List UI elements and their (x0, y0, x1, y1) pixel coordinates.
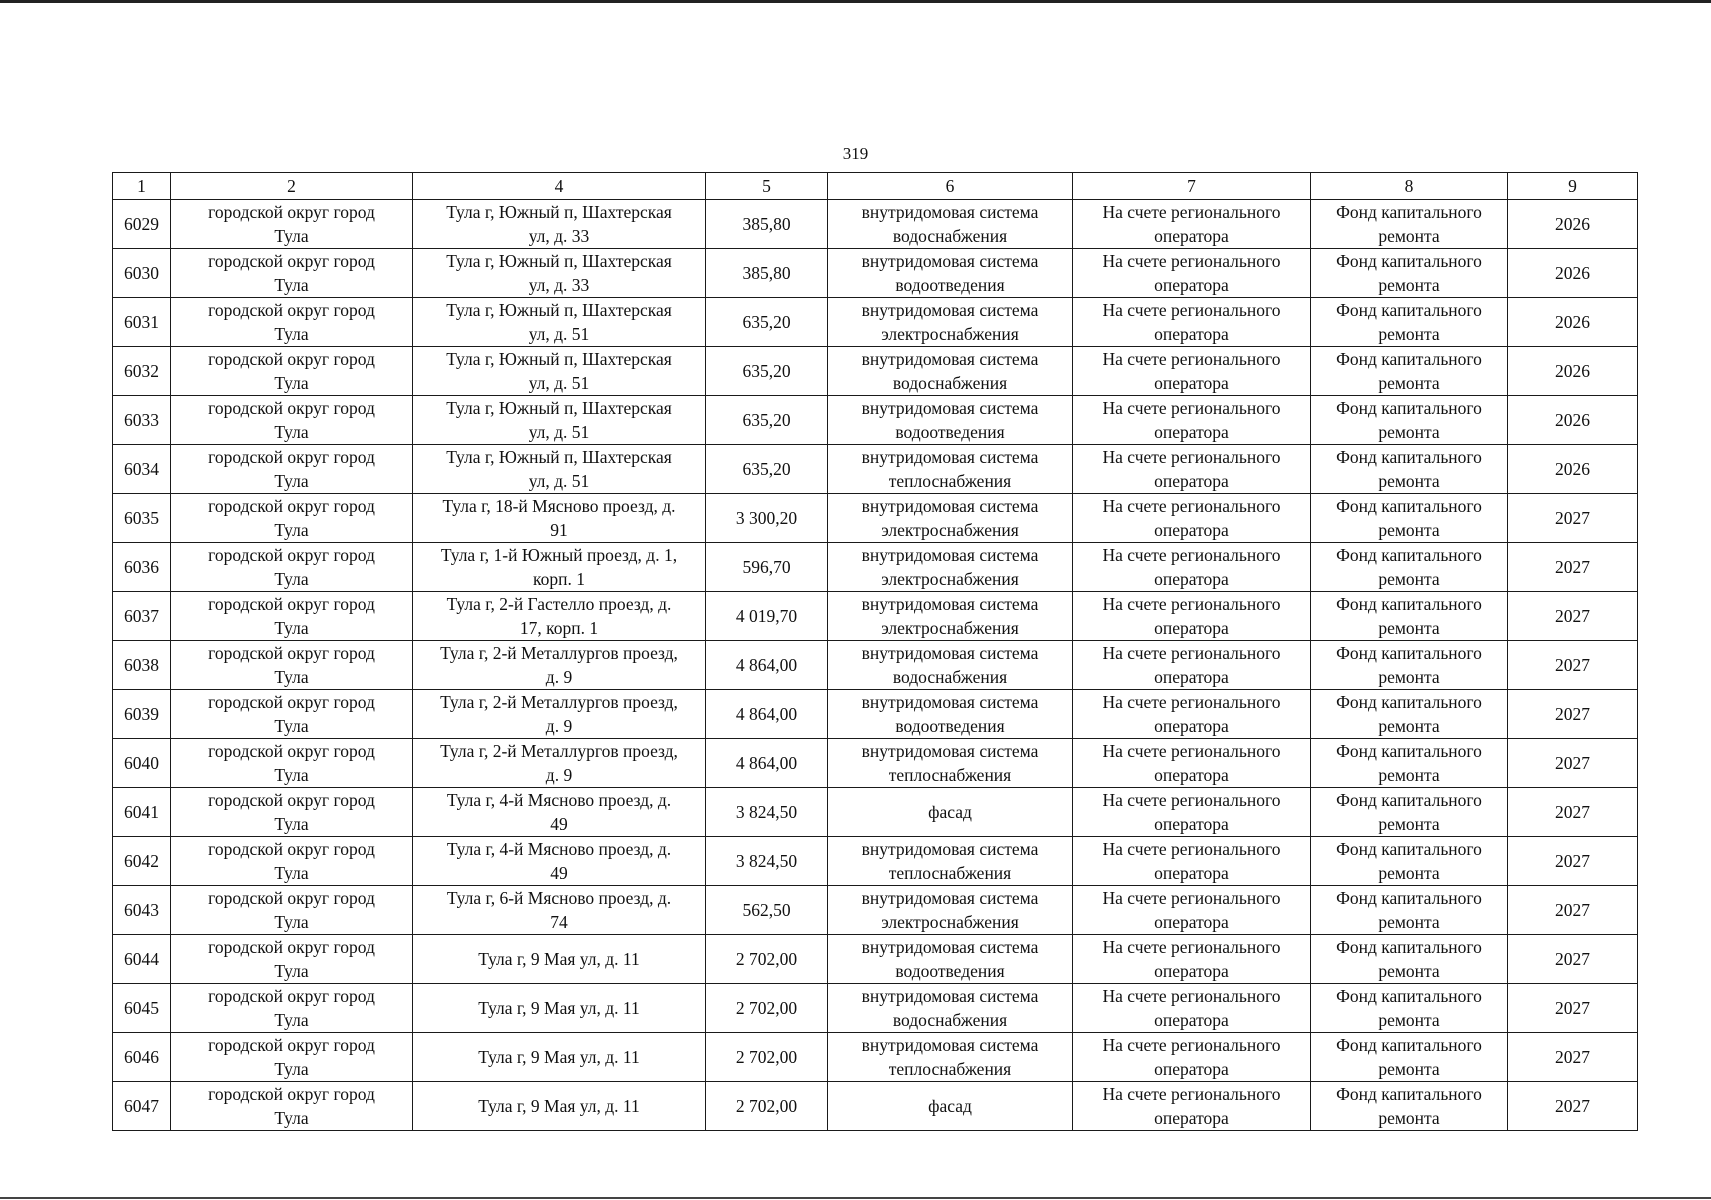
area-cell: 4 864,00 (706, 641, 828, 690)
funding-source-cell: Фонд капитального ремонта (1311, 984, 1508, 1033)
area-cell: 635,20 (706, 445, 828, 494)
table-row (113, 396, 1638, 445)
area-cell: 4 864,00 (706, 739, 828, 788)
address-cell: Тула г, 2-й Гастелло проезд, д. 17, корп. 1 (413, 592, 706, 641)
area-cell: 562,50 (706, 886, 828, 935)
year-cell: 2027 (1508, 592, 1638, 641)
work-type-cell: фасад (828, 788, 1073, 837)
account-cell: На счете регионального оператора (1073, 396, 1311, 445)
row-number-cell: 6046 (113, 1033, 171, 1082)
funding-source-cell: Фонд капитального ремонта (1311, 200, 1508, 249)
address-cell: Тула г, 9 Мая ул, д. 11 (413, 1082, 706, 1131)
work-type-cell: внутридомовая система водоснабжения (828, 984, 1073, 1033)
row-number-cell: 6035 (113, 494, 171, 543)
table-row (113, 1033, 1638, 1082)
municipality-cell: городской округ город Тула (171, 641, 413, 690)
account-cell: На счете регионального оператора (1073, 494, 1311, 543)
table-row (113, 984, 1638, 1033)
table-row (113, 298, 1638, 347)
area-cell: 385,80 (706, 200, 828, 249)
account-cell: На счете регионального оператора (1073, 445, 1311, 494)
work-type-cell: фасад (828, 1082, 1073, 1131)
year-cell: 2026 (1508, 396, 1638, 445)
table-row (113, 249, 1638, 298)
table-row (113, 494, 1638, 543)
column-number: 9 (1508, 173, 1638, 200)
area-cell: 2 702,00 (706, 984, 828, 1033)
municipality-cell: городской округ город Тула (171, 543, 413, 592)
account-cell: На счете регионального оператора (1073, 592, 1311, 641)
scan-edge-bottom (0, 1197, 1711, 1199)
year-cell: 2027 (1508, 494, 1638, 543)
area-cell: 4 864,00 (706, 690, 828, 739)
municipality-cell: городской округ город Тула (171, 494, 413, 543)
address-cell: Тула г, 2-й Металлургов проезд, д. 9 (413, 641, 706, 690)
table-body (113, 173, 1638, 1131)
column-number: 5 (706, 173, 828, 200)
account-cell: На счете регионального оператора (1073, 837, 1311, 886)
account-cell: На счете регионального оператора (1073, 788, 1311, 837)
area-cell: 635,20 (706, 347, 828, 396)
municipality-cell: городской округ город Тула (171, 1082, 413, 1131)
address-cell: Тула г, 18-й Мясново проезд, д. 91 (413, 494, 706, 543)
year-cell: 2027 (1508, 837, 1638, 886)
funding-source-cell: Фонд капитального ремонта (1311, 788, 1508, 837)
address-cell: Тула г, 9 Мая ул, д. 11 (413, 935, 706, 984)
funding-source-cell: Фонд капитального ремонта (1311, 886, 1508, 935)
funding-source-cell: Фонд капитального ремонта (1311, 1033, 1508, 1082)
work-type-cell: внутридомовая система водоснабжения (828, 347, 1073, 396)
table-row (113, 200, 1638, 249)
funding-source-cell: Фонд капитального ремонта (1311, 396, 1508, 445)
municipality-cell: городской округ город Тула (171, 592, 413, 641)
funding-source-cell: Фонд капитального ремонта (1311, 298, 1508, 347)
work-type-cell: внутридомовая система электроснабжения (828, 494, 1073, 543)
municipality-cell: городской округ город Тула (171, 935, 413, 984)
year-cell: 2027 (1508, 788, 1638, 837)
column-number: 7 (1073, 173, 1311, 200)
table-row (113, 739, 1638, 788)
year-cell: 2026 (1508, 298, 1638, 347)
account-cell: На счете регионального оператора (1073, 543, 1311, 592)
funding-source-cell: Фонд капитального ремонта (1311, 641, 1508, 690)
address-cell: Тула г, 9 Мая ул, д. 11 (413, 984, 706, 1033)
year-cell: 2026 (1508, 445, 1638, 494)
account-cell: На счете регионального оператора (1073, 935, 1311, 984)
work-type-cell: внутридомовая система водоотведения (828, 690, 1073, 739)
account-cell: На счете регионального оператора (1073, 1033, 1311, 1082)
table-row (113, 347, 1638, 396)
row-number-cell: 6045 (113, 984, 171, 1033)
funding-source-cell: Фонд капитального ремонта (1311, 690, 1508, 739)
area-cell: 385,80 (706, 249, 828, 298)
table-row (113, 788, 1638, 837)
row-number-cell: 6029 (113, 200, 171, 249)
municipality-cell: городской округ город Тула (171, 298, 413, 347)
column-number: 4 (413, 173, 706, 200)
address-cell: Тула г, Южный п, Шахтерская ул, д. 51 (413, 396, 706, 445)
work-type-cell: внутридомовая система электроснабжения (828, 886, 1073, 935)
area-cell: 4 019,70 (706, 592, 828, 641)
address-cell: Тула г, 4-й Мясново проезд, д. 49 (413, 837, 706, 886)
table-row (113, 445, 1638, 494)
table-row (113, 935, 1638, 984)
municipality-cell: городской округ город Тула (171, 788, 413, 837)
area-cell: 3 824,50 (706, 788, 828, 837)
account-cell: На счете регионального оператора (1073, 1082, 1311, 1131)
work-type-cell: внутридомовая система электроснабжения (828, 592, 1073, 641)
funding-source-cell: Фонд капитального ремонта (1311, 445, 1508, 494)
row-number-cell: 6034 (113, 445, 171, 494)
address-cell: Тула г, Южный п, Шахтерская ул, д. 33 (413, 249, 706, 298)
funding-source-cell: Фонд капитального ремонта (1311, 935, 1508, 984)
address-cell: Тула г, Южный п, Шахтерская ул, д. 51 (413, 445, 706, 494)
municipality-cell: городской округ город Тула (171, 249, 413, 298)
scan-edge-top (0, 0, 1711, 3)
area-cell: 635,20 (706, 396, 828, 445)
address-cell: Тула г, 9 Мая ул, д. 11 (413, 1033, 706, 1082)
work-type-cell: внутридомовая система водоотведения (828, 396, 1073, 445)
funding-source-cell: Фонд капитального ремонта (1311, 347, 1508, 396)
row-number-cell: 6044 (113, 935, 171, 984)
municipality-cell: городской округ город Тула (171, 837, 413, 886)
year-cell: 2027 (1508, 690, 1638, 739)
municipality-cell: городской округ город Тула (171, 886, 413, 935)
row-number-cell: 6037 (113, 592, 171, 641)
year-cell: 2027 (1508, 1033, 1638, 1082)
row-number-cell: 6032 (113, 347, 171, 396)
funding-source-cell: Фонд капитального ремонта (1311, 1082, 1508, 1131)
address-cell: Тула г, Южный п, Шахтерская ул, д. 51 (413, 347, 706, 396)
row-number-cell: 6033 (113, 396, 171, 445)
table-row (113, 886, 1638, 935)
work-type-cell: внутридомовая система электроснабжения (828, 543, 1073, 592)
row-number-cell: 6031 (113, 298, 171, 347)
area-cell: 2 702,00 (706, 1082, 828, 1131)
area-cell: 596,70 (706, 543, 828, 592)
year-cell: 2026 (1508, 249, 1638, 298)
work-type-cell: внутридомовая система водоснабжения (828, 200, 1073, 249)
year-cell: 2027 (1508, 739, 1638, 788)
address-cell: Тула г, 4-й Мясново проезд, д. 49 (413, 788, 706, 837)
row-number-cell: 6030 (113, 249, 171, 298)
year-cell: 2027 (1508, 984, 1638, 1033)
account-cell: На счете регионального оператора (1073, 641, 1311, 690)
year-cell: 2027 (1508, 886, 1638, 935)
table-row (113, 543, 1638, 592)
funding-source-cell: Фонд капитального ремонта (1311, 249, 1508, 298)
account-cell: На счете регионального оператора (1073, 886, 1311, 935)
address-cell: Тула г, Южный п, Шахтерская ул, д. 33 (413, 200, 706, 249)
work-type-cell: внутридомовая система теплоснабжения (828, 837, 1073, 886)
funding-source-cell: Фонд капитального ремонта (1311, 494, 1508, 543)
account-cell: На счете регионального оператора (1073, 249, 1311, 298)
row-number-cell: 6038 (113, 641, 171, 690)
address-cell: Тула г, 2-й Металлургов проезд, д. 9 (413, 739, 706, 788)
year-cell: 2027 (1508, 641, 1638, 690)
work-type-cell: внутридомовая система теплоснабжения (828, 445, 1073, 494)
work-type-cell: внутридомовая система электроснабжения (828, 298, 1073, 347)
year-cell: 2027 (1508, 543, 1638, 592)
year-cell: 2026 (1508, 200, 1638, 249)
year-cell: 2027 (1508, 935, 1638, 984)
row-number-cell: 6043 (113, 886, 171, 935)
column-number: 1 (113, 173, 171, 200)
column-number-row (113, 173, 1638, 200)
municipality-cell: городской округ город Тула (171, 200, 413, 249)
municipality-cell: городской округ город Тула (171, 690, 413, 739)
row-number-cell: 6036 (113, 543, 171, 592)
area-cell: 2 702,00 (706, 935, 828, 984)
work-type-cell: внутридомовая система водоотведения (828, 935, 1073, 984)
page-number: 319 (842, 144, 869, 163)
municipality-cell: городской округ город Тула (171, 445, 413, 494)
table-row (113, 1082, 1638, 1131)
municipality-cell: городской округ город Тула (171, 347, 413, 396)
table-row (113, 592, 1638, 641)
area-cell: 635,20 (706, 298, 828, 347)
year-cell: 2027 (1508, 1082, 1638, 1131)
work-type-cell: внутридомовая система водоснабжения (828, 641, 1073, 690)
funding-source-cell: Фонд капитального ремонта (1311, 543, 1508, 592)
area-cell: 2 702,00 (706, 1033, 828, 1082)
municipality-cell: городской округ город Тула (171, 1033, 413, 1082)
column-number: 6 (828, 173, 1073, 200)
year-cell: 2026 (1508, 347, 1638, 396)
account-cell: На счете регионального оператора (1073, 298, 1311, 347)
row-number-cell: 6047 (113, 1082, 171, 1131)
row-number-cell: 6042 (113, 837, 171, 886)
row-number-cell: 6040 (113, 739, 171, 788)
account-cell: На счете регионального оператора (1073, 984, 1311, 1033)
address-cell: Тула г, 2-й Металлургов проезд, д. 9 (413, 690, 706, 739)
work-type-cell: внутридомовая система водоотведения (828, 249, 1073, 298)
funding-source-cell: Фонд капитального ремонта (1311, 592, 1508, 641)
municipality-cell: городской округ город Тула (171, 984, 413, 1033)
municipality-cell: городской округ город Тула (171, 396, 413, 445)
account-cell: На счете регионального оператора (1073, 690, 1311, 739)
table-row (113, 641, 1638, 690)
area-cell: 3 824,50 (706, 837, 828, 886)
column-number: 8 (1311, 173, 1508, 200)
municipality-cell: городской округ город Тула (171, 739, 413, 788)
address-cell: Тула г, 6-й Мясново проезд, д. 74 (413, 886, 706, 935)
account-cell: На счете регионального оператора (1073, 739, 1311, 788)
row-number-cell: 6041 (113, 788, 171, 837)
area-cell: 3 300,20 (706, 494, 828, 543)
work-type-cell: внутридомовая система теплоснабжения (828, 739, 1073, 788)
work-type-cell: внутридомовая система теплоснабжения (828, 1033, 1073, 1082)
funding-source-cell: Фонд капитального ремонта (1311, 837, 1508, 886)
account-cell: На счете регионального оператора (1073, 347, 1311, 396)
address-cell: Тула г, Южный п, Шахтерская ул, д. 51 (413, 298, 706, 347)
account-cell: На счете регионального оператора (1073, 200, 1311, 249)
table-row (113, 837, 1638, 886)
column-number: 2 (171, 173, 413, 200)
register-table (112, 172, 1638, 1131)
address-cell: Тула г, 1-й Южный проезд, д. 1, корп. 1 (413, 543, 706, 592)
row-number-cell: 6039 (113, 690, 171, 739)
funding-source-cell: Фонд капитального ремонта (1311, 739, 1508, 788)
table-row (113, 690, 1638, 739)
